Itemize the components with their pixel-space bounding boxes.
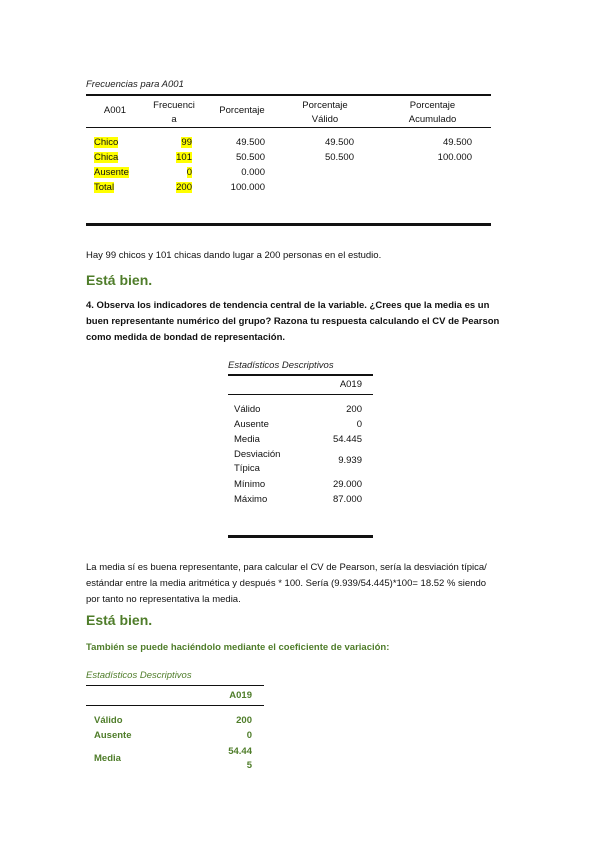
freq-row-label xyxy=(94,152,118,163)
freq-row-label xyxy=(94,182,114,193)
freq-header-acumulado xyxy=(395,99,470,127)
freq-row-freq-text: 200 xyxy=(176,182,192,193)
question-4 xyxy=(86,298,526,346)
desc2-row-value-l1: 54.44 xyxy=(228,746,252,757)
freq-header-rule xyxy=(86,127,491,128)
freq-row-freq xyxy=(150,167,192,178)
desc-table-bottom-rule xyxy=(228,535,373,538)
desc-table2-caption: Estadísticos Descriptivos xyxy=(86,670,192,681)
desc-row-label: Máximo xyxy=(234,494,268,505)
freq-row-pct: 0.000 xyxy=(241,167,265,178)
desc-row-label: Ausente xyxy=(234,419,269,430)
desc-table-header-rule xyxy=(228,394,373,395)
freq-header-acumulado-l2: Acumulado xyxy=(408,114,457,125)
freq-header-frecuencia-l1: Frecuenci xyxy=(153,100,195,111)
freq-header-valido-l1: Porcentaje xyxy=(302,100,348,111)
freq-header-valido-l2: Válido xyxy=(311,114,339,125)
desc-table-top-rule xyxy=(228,374,373,376)
freq-row-cum: 49.500 xyxy=(442,137,472,148)
desc2-row-value-l2: 5 xyxy=(246,760,252,771)
desc-row-label: Mínimo xyxy=(234,479,266,490)
desc-table2-header: A019 xyxy=(229,690,252,701)
freq-header-porcentaje: Porcentaje xyxy=(219,105,265,116)
question-4-line3: como medida de bondad de representación. xyxy=(86,332,286,343)
freq-header-a001: A001 xyxy=(103,105,127,116)
freq-row-freq xyxy=(150,182,192,193)
desc-row-label-l1: Desviación xyxy=(234,449,281,460)
desc-row-label-l2: Típica xyxy=(234,463,260,474)
freq-row-label xyxy=(94,167,129,178)
freq-table-caption: Frecuencias para A001 xyxy=(86,79,184,90)
freq-row-label xyxy=(94,137,118,148)
desc-row-value: 29.000 xyxy=(332,479,362,490)
desc2-row-value: 0 xyxy=(246,730,252,741)
summary-text: Hay 99 chicos y 101 chicas dando lugar a 200 personas en el estudio. xyxy=(86,250,382,261)
desc-row-value: 9.939 xyxy=(338,455,362,466)
desc-row-label: Media xyxy=(234,434,260,445)
freq-header-valido xyxy=(290,99,360,127)
desc2-row-label: Ausente xyxy=(94,730,132,741)
freq-row-label-text: Ausente xyxy=(94,167,129,178)
desc-table-header: A019 xyxy=(339,379,362,390)
freq-row-cum: 100.000 xyxy=(437,152,472,163)
answer-line1: La media sí es buena representante, para calcular el CV de Pearson, sería la desviación típica/ xyxy=(86,562,487,573)
desc2-row-value xyxy=(200,745,252,773)
freq-row-freq xyxy=(150,137,192,148)
freq-row-freq xyxy=(150,152,192,163)
desc2-row-value: 200 xyxy=(236,715,252,726)
answer-line3: por tanto no representativa la media. xyxy=(86,594,241,605)
desc2-row-label: Media xyxy=(94,753,121,764)
freq-row-valid: 50.500 xyxy=(324,152,354,163)
desc-row-value: 200 xyxy=(346,404,362,415)
freq-header-frecuencia xyxy=(148,99,200,127)
freq-row-freq-text: 101 xyxy=(176,152,192,163)
feedback-heading-1: Está bien. xyxy=(86,272,153,288)
desc-row-label xyxy=(234,448,280,476)
freq-table-top-rule xyxy=(86,94,491,96)
answer-line2: estándar entre la media aritmética y después * 100. Sería (9.939/54.445)*100= 18.52 % siendo xyxy=(86,578,487,589)
question-4-line2: buen representante numérico del grupo? Razona tu respuesta calculando el CV de Pearson xyxy=(86,316,500,327)
desc-row-value: 87.000 xyxy=(332,494,362,505)
freq-header-acumulado-l1: Porcentaje xyxy=(409,100,456,111)
desc-table2-top-rule xyxy=(86,685,264,686)
desc-table2-header-rule xyxy=(86,705,264,706)
freq-row-label-text: Chico xyxy=(94,137,119,148)
desc-row-value: 0 xyxy=(356,419,362,430)
freq-row-pct: 50.500 xyxy=(235,152,265,163)
desc-table-caption: Estadísticos Descriptivos xyxy=(228,360,334,371)
freq-header-frecuencia-l2: a xyxy=(171,114,177,125)
freq-row-label-text: Chica xyxy=(94,152,119,163)
desc-row-label: Válido xyxy=(234,404,261,415)
freq-row-freq-text: 0 xyxy=(186,167,192,178)
question-4-line1: 4. Observa los indicadores de tendencia central de la variable. ¿Crees que la media es un xyxy=(86,300,490,311)
desc2-row-label: Válido xyxy=(94,715,123,726)
cv-note: También se puede haciéndolo mediante el coeficiente de variación: xyxy=(86,642,390,653)
freq-table-bottom-rule xyxy=(86,223,491,226)
freq-row-pct: 49.500 xyxy=(235,137,265,148)
desc-row-value: 54.445 xyxy=(332,434,362,445)
feedback-heading-2: Está bien. xyxy=(86,612,153,628)
freq-row-valid: 49.500 xyxy=(324,137,354,148)
answer-text xyxy=(86,560,526,608)
freq-row-pct: 100.000 xyxy=(230,182,265,193)
freq-row-label-text: Total xyxy=(94,182,115,193)
freq-row-freq-text: 99 xyxy=(181,137,192,148)
